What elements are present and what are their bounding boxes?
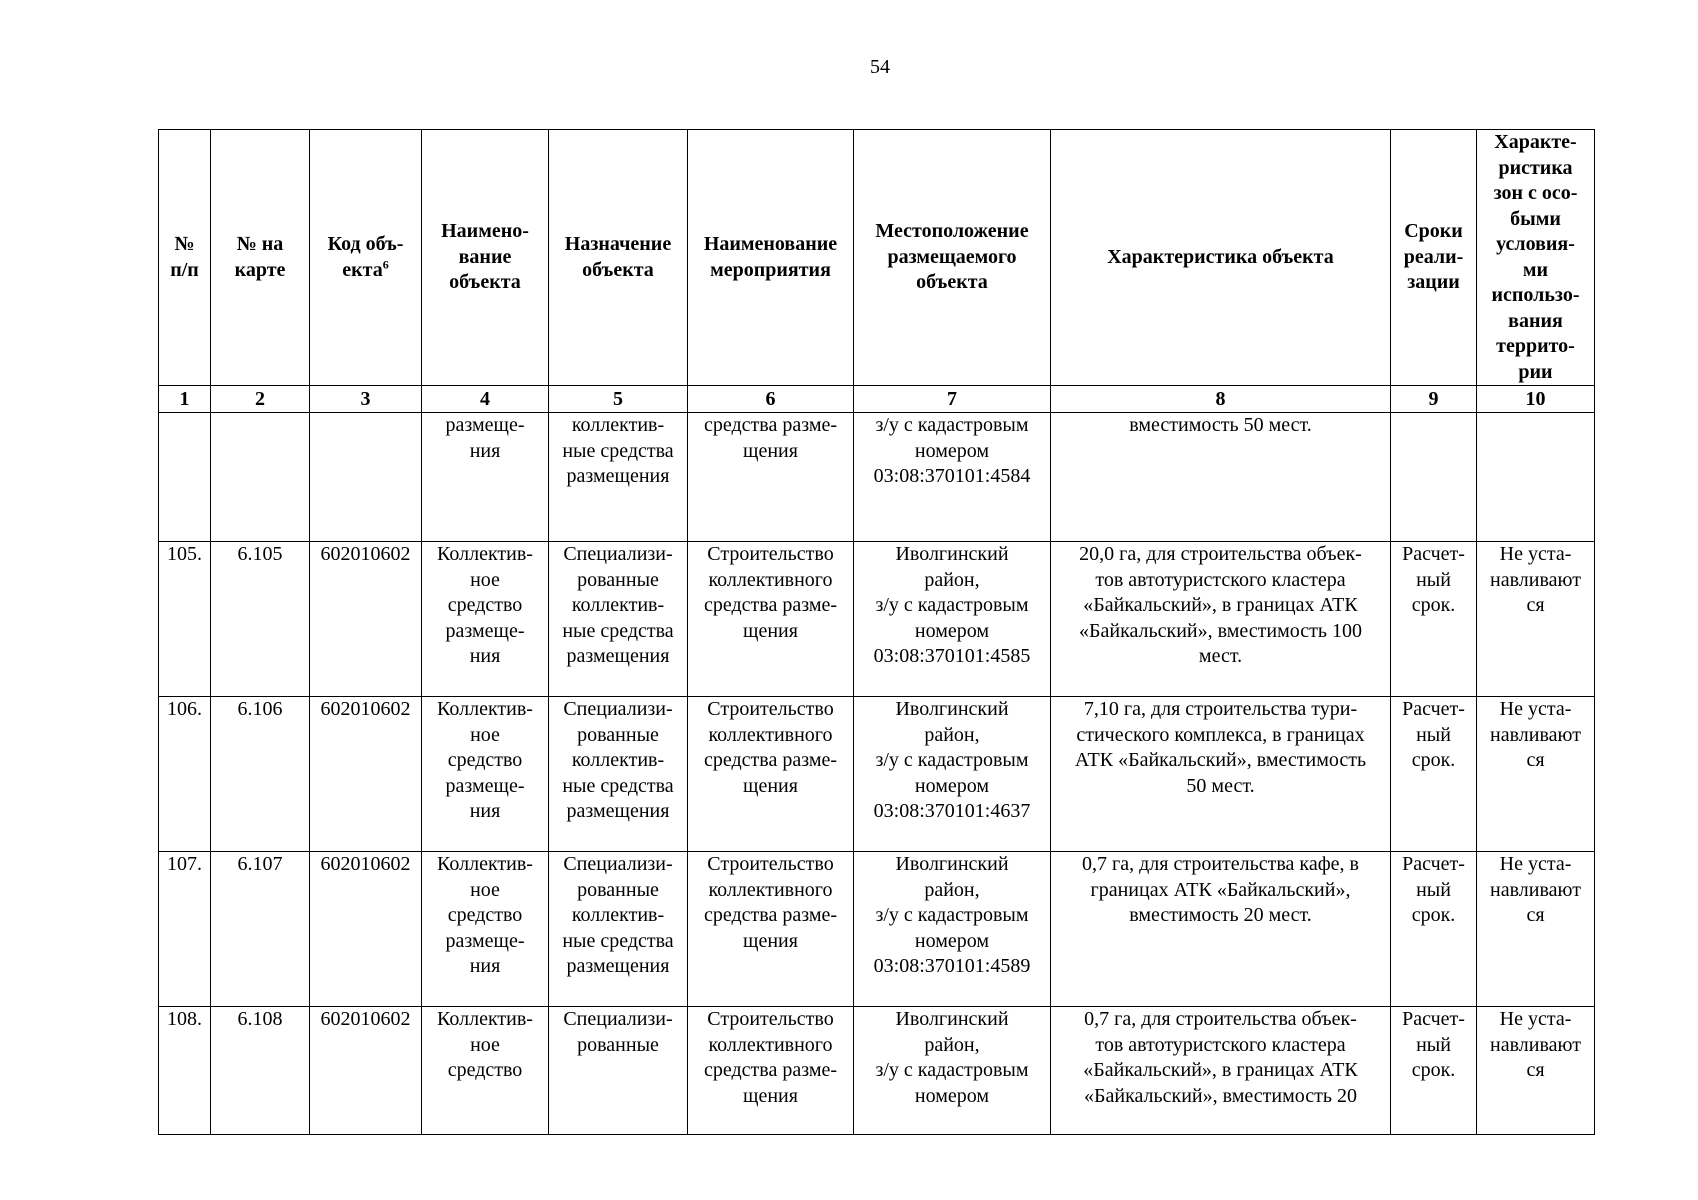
cell-location: з/у с кадастровым номером 03:08:370101:4584 — [854, 413, 1051, 542]
header-row — [159, 130, 1595, 386]
cell-object-code: 602010602 — [310, 542, 422, 697]
cell-object-purpose: Специализи- рованные коллектив- ные средства размещения — [549, 697, 688, 852]
cell-implementation-period: Расчет- ный срок. — [1391, 1007, 1477, 1135]
header-special-zones: Характе- ристика зон с осо- быми условия- ми использо- вания террито- рии — [1477, 130, 1595, 386]
cell-measure-name: Строительство коллективного средства разме- щения — [688, 1007, 854, 1135]
column-number-row — [159, 386, 1595, 413]
cell-object-name: Коллектив- ное средство размеще- ния — [422, 697, 549, 852]
column-number: 9 — [1391, 386, 1477, 413]
table-row — [159, 697, 1595, 852]
cell-special-zones: Не уста- навливают ся — [1477, 852, 1595, 1007]
column-number: 1 — [159, 386, 211, 413]
cell-map-number: 6.108 — [211, 1007, 310, 1135]
table-row — [159, 852, 1595, 1007]
cell-object-name: Коллектив- ное средство — [422, 1007, 549, 1135]
column-number: 2 — [211, 386, 310, 413]
cell-measure-name: Строительство коллективного средства разме- щения — [688, 852, 854, 1007]
cell-map-number — [211, 413, 310, 542]
cell-object-code: 602010602 — [310, 697, 422, 852]
header-object-characteristic: Характеристика объекта — [1051, 130, 1391, 386]
header-object-code — [310, 130, 422, 386]
header-object-code-label: Код объ- екта — [327, 233, 404, 281]
cell-implementation-period: Расчет- ный срок. — [1391, 697, 1477, 852]
column-number: 6 — [688, 386, 854, 413]
cell-location: Иволгинский район, з/у с кадастровым номером 03:08:370101:4585 — [854, 542, 1051, 697]
column-number: 7 — [854, 386, 1051, 413]
cell-map-number: 6.106 — [211, 697, 310, 852]
cell-object-characteristic: вместимость 50 мест. — [1051, 413, 1391, 542]
cell-row-number: 105. — [159, 542, 211, 697]
header-map-number: № на карте — [211, 130, 310, 386]
cell-measure-name: средства разме- щения — [688, 413, 854, 542]
cell-special-zones — [1477, 413, 1595, 542]
column-number: 5 — [549, 386, 688, 413]
page-number: 54 — [870, 56, 890, 78]
objects-table — [158, 129, 1595, 1135]
cell-location: Иволгинский район, з/у с кадастровым номером — [854, 1007, 1051, 1135]
header-location: Местоположение размещаемого объекта — [854, 130, 1051, 386]
column-number: 8 — [1051, 386, 1391, 413]
cell-object-code — [310, 413, 422, 542]
cell-object-characteristic: 7,10 га, для строительства тури- стического комплекса, в границах АТК «Байкальский», вместимость 50 мест. — [1051, 697, 1391, 852]
cell-object-name: Коллектив- ное средство размеще- ния — [422, 542, 549, 697]
table-row — [159, 413, 1595, 542]
cell-object-name: Коллектив- ное средство размеще- ния — [422, 852, 549, 1007]
cell-object-name: размеще- ния — [422, 413, 549, 542]
cell-measure-name: Строительство коллективного средства разме- щения — [688, 697, 854, 852]
cell-map-number: 6.107 — [211, 852, 310, 1007]
column-number: 10 — [1477, 386, 1595, 413]
table-row — [159, 542, 1595, 697]
cell-special-zones: Не уста- навливают ся — [1477, 1007, 1595, 1135]
cell-implementation-period: Расчет- ный срок. — [1391, 852, 1477, 1007]
column-number: 4 — [422, 386, 549, 413]
cell-row-number — [159, 413, 211, 542]
cell-implementation-period — [1391, 413, 1477, 542]
cell-object-code: 602010602 — [310, 1007, 422, 1135]
cell-special-zones: Не уста- навливают ся — [1477, 542, 1595, 697]
cell-implementation-period: Расчет- ный срок. — [1391, 542, 1477, 697]
header-implementation-period: Сроки реали- зации — [1391, 130, 1477, 386]
cell-location: Иволгинский район, з/у с кадастровым номером 03:08:370101:4637 — [854, 697, 1051, 852]
header-measure-name: Наименование мероприятия — [688, 130, 854, 386]
footnote-marker: 6 — [382, 256, 389, 271]
cell-map-number: 6.105 — [211, 542, 310, 697]
cell-object-purpose: Специализи- рованные коллектив- ные средства размещения — [549, 542, 688, 697]
cell-object-code: 602010602 — [310, 852, 422, 1007]
header-row-number: № п/п — [159, 130, 211, 386]
cell-row-number: 107. — [159, 852, 211, 1007]
cell-location: Иволгинский район, з/у с кадастровым номером 03:08:370101:4589 — [854, 852, 1051, 1007]
cell-row-number: 106. — [159, 697, 211, 852]
cell-object-purpose: Специализи- рованные — [549, 1007, 688, 1135]
cell-object-characteristic: 20,0 га, для строительства объек- тов автотуристского кластера «Байкальский», в границах АТК «Байкальский», вместимость 100 мест. — [1051, 542, 1391, 697]
header-object-name: Наимено- вание объекта — [422, 130, 549, 386]
cell-row-number: 108. — [159, 1007, 211, 1135]
cell-object-purpose: коллектив- ные средства размещения — [549, 413, 688, 542]
cell-object-purpose: Специализи- рованные коллектив- ные средства размещения — [549, 852, 688, 1007]
column-number: 3 — [310, 386, 422, 413]
header-object-purpose: Назначение объекта — [549, 130, 688, 386]
cell-special-zones: Не уста- навливают ся — [1477, 697, 1595, 852]
cell-object-characteristic: 0,7 га, для строительства кафе, в границах АТК «Байкальский», вместимость 20 мест. — [1051, 852, 1391, 1007]
cell-measure-name: Строительство коллективного средства разме- щения — [688, 542, 854, 697]
cell-object-characteristic: 0,7 га, для строительства объек- тов автотуристского кластера «Байкальский», в границах АТК «Байкальский», вместимость 20 — [1051, 1007, 1391, 1135]
table-row — [159, 1007, 1595, 1135]
